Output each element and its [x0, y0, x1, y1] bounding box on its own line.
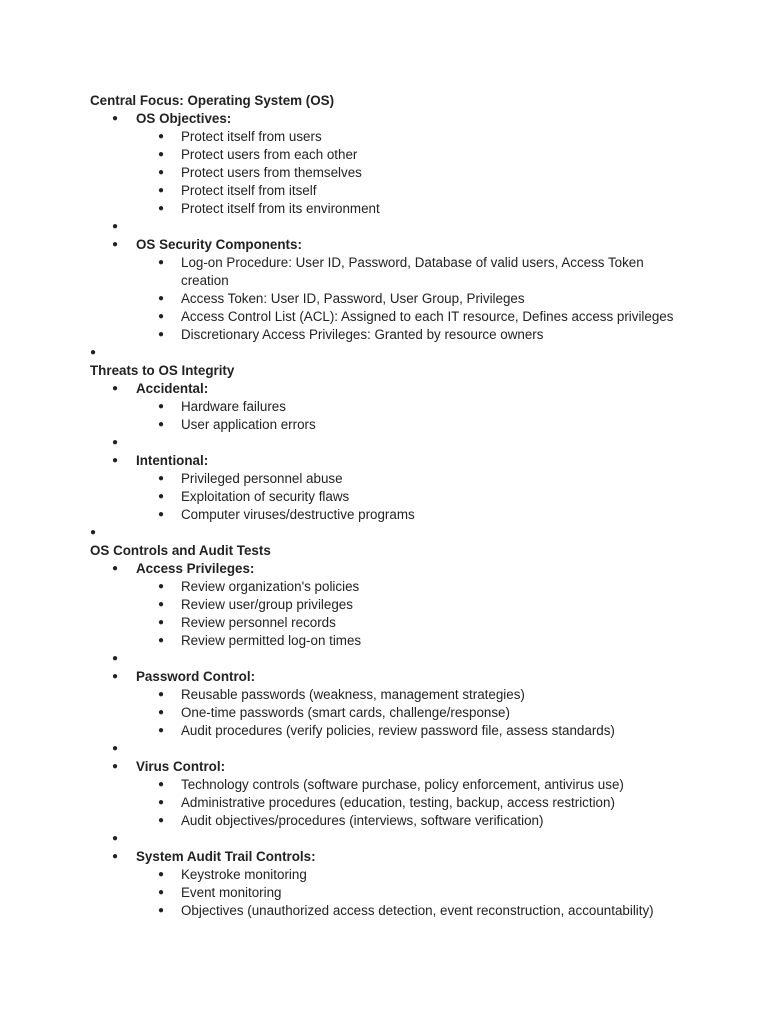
- bullet-icon: ●: [112, 851, 119, 862]
- bullet-icon: ●: [158, 149, 165, 160]
- section-title-threats: [90, 362, 750, 380]
- bullet-icon: ●: [158, 491, 165, 502]
- bullet-icon: ●: [158, 419, 165, 430]
- list-item: [90, 398, 750, 416]
- bullet-icon: ●: [90, 527, 97, 538]
- list-item-text: Administrative procedures (education, testing, backup, access restriction): [181, 795, 615, 810]
- bullet-icon: ●: [112, 455, 119, 466]
- group-label: OS Objectives:: [136, 111, 232, 126]
- list-item: [90, 416, 750, 434]
- bullet-icon: ●: [112, 671, 119, 682]
- list-item-text: Protect itself from users: [181, 129, 322, 144]
- bullet-icon: ●: [158, 473, 165, 484]
- list-item: [90, 686, 750, 704]
- list-item-text: Technology controls (software purchase, policy enforcement, antivirus use): [181, 777, 624, 792]
- bullet-icon: ●: [112, 239, 119, 250]
- bullet-icon: ●: [158, 617, 165, 628]
- bullet-icon: ●: [158, 203, 165, 214]
- list-item-text: Reusable passwords (weakness, management strategies): [181, 687, 525, 702]
- list-item: [90, 200, 750, 218]
- group-label: Access Privileges:: [136, 561, 255, 576]
- list-item-text: Review permitted log-on times: [181, 633, 362, 648]
- list-item: [90, 704, 750, 722]
- list-item: [90, 488, 750, 506]
- bullet-icon: ●: [158, 689, 165, 700]
- empty-bullet: [90, 524, 750, 542]
- bullet-icon: ●: [90, 347, 97, 358]
- group-heading: [90, 668, 750, 686]
- list-item-text: Log-on Procedure: User ID, Password, Database of valid users, Access Token creation: [181, 255, 644, 288]
- list-item-text: Protect users from themselves: [181, 165, 362, 180]
- list-item-text: Protect itself from itself: [181, 183, 317, 198]
- section-title-text: Central Focus: Operating System (OS): [90, 93, 335, 108]
- list-item-text: Audit procedures (verify policies, review password file, assess standards): [181, 723, 615, 738]
- group-label: Password Control:: [136, 669, 256, 684]
- bullet-icon: ●: [112, 221, 119, 232]
- list-item: [90, 866, 750, 884]
- bullet-icon: ●: [158, 329, 165, 340]
- bullet-icon: ●: [158, 707, 165, 718]
- bullet-icon: ●: [158, 887, 165, 898]
- bullet-icon: ●: [158, 779, 165, 790]
- list-item: [90, 722, 750, 740]
- list-item: [90, 326, 750, 344]
- bullet-icon: ●: [158, 581, 165, 592]
- empty-bullet: [90, 740, 750, 758]
- document-page: [90, 92, 750, 920]
- bullet-icon: ●: [112, 653, 119, 664]
- bullet-icon: ●: [158, 815, 165, 826]
- bullet-icon: ●: [158, 905, 165, 916]
- bullet-icon: ●: [158, 509, 165, 520]
- bullet-icon: ●: [112, 437, 119, 448]
- bullet-icon: ●: [112, 383, 119, 394]
- group-label: Accidental:: [136, 381, 209, 396]
- list-item-text: Computer viruses/destructive programs: [181, 507, 415, 522]
- bullet-icon: ●: [158, 599, 165, 610]
- empty-bullet: [90, 830, 750, 848]
- list-item: [90, 506, 750, 524]
- list-item: [90, 182, 750, 200]
- group-heading: [90, 560, 750, 578]
- bullet-icon: ●: [158, 401, 165, 412]
- group-heading: [90, 848, 750, 866]
- bullet-icon: ●: [112, 113, 119, 124]
- list-item: [90, 776, 750, 794]
- list-item: [90, 290, 750, 308]
- list-item-text: User application errors: [181, 417, 316, 432]
- group-heading: [90, 110, 750, 128]
- bullet-icon: ●: [158, 725, 165, 736]
- list-item-text: Objectives (unauthorized access detection, event reconstruction, accountability): [181, 903, 654, 918]
- list-item: [90, 902, 750, 920]
- list-item-text: Hardware failures: [181, 399, 286, 414]
- empty-bullet: [90, 650, 750, 668]
- group-label: Virus Control:: [136, 759, 226, 774]
- bullet-icon: ●: [158, 797, 165, 808]
- list-item-text: Privileged personnel abuse: [181, 471, 343, 486]
- list-item-text: Review personnel records: [181, 615, 336, 630]
- bullet-icon: ●: [112, 761, 119, 772]
- list-item-text: Discretionary Access Privileges: Granted by resource owners: [181, 327, 544, 342]
- section-title-text: OS Controls and Audit Tests: [90, 543, 271, 558]
- group-heading: [90, 236, 750, 254]
- list-item: [90, 470, 750, 488]
- bullet-icon: ●: [158, 185, 165, 196]
- list-item-text: Protect users from each other: [181, 147, 358, 162]
- bullet-icon: ●: [158, 869, 165, 880]
- empty-bullet: [90, 344, 750, 362]
- empty-bullet: [90, 218, 750, 236]
- list-item: [90, 812, 750, 830]
- group-label: System Audit Trail Controls:: [136, 849, 316, 864]
- list-item: [90, 596, 750, 614]
- list-item-text: Event monitoring: [181, 885, 282, 900]
- list-item: [90, 254, 750, 290]
- list-item-text: Review user/group privileges: [181, 597, 353, 612]
- group-label: Intentional:: [136, 453, 209, 468]
- list-item-text: Keystroke monitoring: [181, 867, 307, 882]
- bullet-icon: ●: [158, 311, 165, 322]
- group-heading: [90, 380, 750, 398]
- list-item-text: Exploitation of security flaws: [181, 489, 350, 504]
- list-item-text: Protect itself from its environment: [181, 201, 380, 216]
- list-item: [90, 128, 750, 146]
- list-item-text: Review organization's policies: [181, 579, 360, 594]
- group-label: OS Security Components:: [136, 237, 302, 252]
- list-item: [90, 308, 750, 326]
- list-item-text: Access Control List (ACL): Assigned to each IT resource, Defines access privileges: [181, 309, 674, 324]
- bullet-icon: ●: [112, 563, 119, 574]
- list-item: [90, 614, 750, 632]
- bullet-icon: ●: [158, 293, 165, 304]
- section-title-text: Threats to OS Integrity: [90, 363, 235, 378]
- list-item-text: Audit objectives/procedures (interviews, software verification): [181, 813, 544, 828]
- list-item: [90, 632, 750, 650]
- bullet-icon: ●: [158, 167, 165, 178]
- bullet-icon: ●: [158, 635, 165, 646]
- list-item: [90, 146, 750, 164]
- bullet-icon: ●: [158, 131, 165, 142]
- list-item: [90, 884, 750, 902]
- list-item-text: One-time passwords (smart cards, challenge/response): [181, 705, 510, 720]
- empty-bullet: [90, 434, 750, 452]
- section-title-os: [90, 92, 750, 110]
- list-item: [90, 164, 750, 182]
- list-item-text: Access Token: User ID, Password, User Group, Privileges: [181, 291, 525, 306]
- bullet-icon: ●: [158, 257, 165, 268]
- list-item: [90, 578, 750, 596]
- bullet-icon: ●: [112, 833, 119, 844]
- list-item: [90, 794, 750, 812]
- group-heading: [90, 758, 750, 776]
- section-title-controls: [90, 542, 750, 560]
- bullet-icon: ●: [112, 743, 119, 754]
- group-heading: [90, 452, 750, 470]
